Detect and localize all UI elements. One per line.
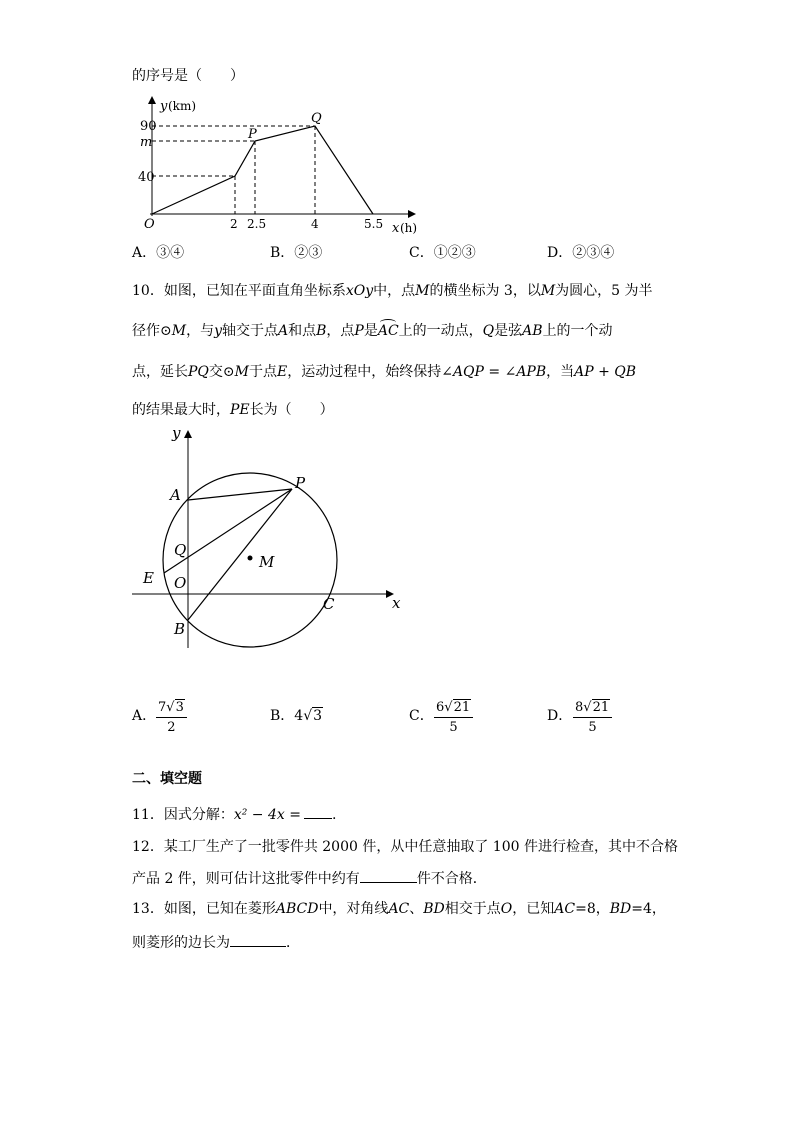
q9-point-q: Q <box>311 111 322 126</box>
q10-line-4: 的结果最大时，PE长为（ ） <box>132 402 334 418</box>
section-fill-in-title: 二、填空题 <box>132 771 202 787</box>
q10-fig-a: A <box>170 486 181 504</box>
q10-fig-p: P <box>295 474 306 492</box>
q9-y-arrow <box>148 96 156 104</box>
q9-ytick-90: 90 <box>140 119 157 134</box>
q10-line-1: 10．如图，已知在平面直角坐标系xOy中，点M的横坐标为 3，以M为圆心，5 为半 <box>132 283 653 299</box>
q10-fig-b: B <box>174 620 186 638</box>
q10-option-d-label: D． <box>547 708 573 724</box>
q10-arc-ac: AC <box>378 324 399 338</box>
q9-option-c: C．①②③ <box>409 245 476 261</box>
q11-line: 11．因式分解：x² − 4x = . <box>132 807 337 823</box>
q10-fig-c: C <box>323 595 335 613</box>
q9-xtick-5-5: 5.5 <box>364 217 384 231</box>
q9-stem-tail: 的序号是（ ） <box>132 68 244 84</box>
q10-segment-ap <box>188 489 292 500</box>
q10-fig-x: x <box>392 594 401 612</box>
q9-ytick-40: 40 <box>138 170 155 185</box>
q9-y-unit: (km) <box>168 99 197 113</box>
q9-option-a: A．③④ <box>132 245 185 261</box>
q9-x-label: x <box>392 221 400 236</box>
q12-line-2: 产品 2 件，则可估计这批零件中约有 件不合格． <box>132 871 487 887</box>
q9-x-arrow <box>408 210 416 218</box>
q9-point-p: P <box>248 127 257 142</box>
q10-fig-y: y <box>172 424 181 442</box>
q10-circle-figure <box>132 424 401 648</box>
q9-guide-lines <box>152 126 315 214</box>
q9-origin-label: O <box>144 217 155 232</box>
q9-travel-line <box>152 126 373 214</box>
q9-ytick-m: m <box>140 135 153 150</box>
q10-fig-m: M <box>259 553 275 571</box>
q10-line-3: 点，延长PQ交⊙M于点E，运动过程中，始终保持∠AQP = ∠APB，当AP + QB <box>132 364 637 380</box>
q10-fig-e: E <box>143 569 154 587</box>
q12-answer-blank[interactable] <box>360 870 417 883</box>
q10-segment-pb <box>188 489 292 620</box>
q10-option-b: B．4√3 <box>270 708 323 724</box>
q13-line-2: 则菱形的边长为 ． <box>132 935 300 951</box>
q9-xtick-4: 4 <box>311 217 319 231</box>
q9-option-d: D．②③④ <box>547 245 615 261</box>
q10-y-arrow <box>184 430 192 438</box>
q9-x-unit: (h) <box>400 221 418 235</box>
q10-center-dot <box>248 556 253 561</box>
q10-fig-o: O <box>174 574 187 592</box>
q10-option-d-value: $\frac{8√21}{5}$ <box>573 700 612 735</box>
q9-xtick-2-5: 2.5 <box>247 217 267 231</box>
q13-answer-blank[interactable] <box>230 934 286 947</box>
q9-option-b: B．②③ <box>270 245 323 261</box>
q10-option-c-value: $\frac{6√21}{5}$ <box>434 700 473 735</box>
q10-line-2: 径作⊙M，与y轴交于点A和点B，点P是 AC上的一动点，Q是弦AB上的一个动 <box>132 324 613 338</box>
q11-answer-blank[interactable] <box>304 806 332 819</box>
q13-line-1: 13．如图，已知在菱形ABCD中，对角线AC、BD相交于点O，已知AC=8，BD=4， <box>132 901 666 917</box>
q10-fig-q: Q <box>174 541 187 559</box>
q9-y-label: y <box>160 99 168 114</box>
q10-option-c-label: C． <box>409 708 434 724</box>
q10-option-a-label: A． <box>132 708 157 724</box>
q12-line-1: 12．某工厂生产了一批零件共 2000 件，从中任意抽取了 100 件进行检查，其中不合格 <box>132 839 678 855</box>
q10-option-a-value: $\frac{7√3}{2}$ <box>156 700 187 735</box>
q9-xtick-2: 2 <box>230 217 238 231</box>
